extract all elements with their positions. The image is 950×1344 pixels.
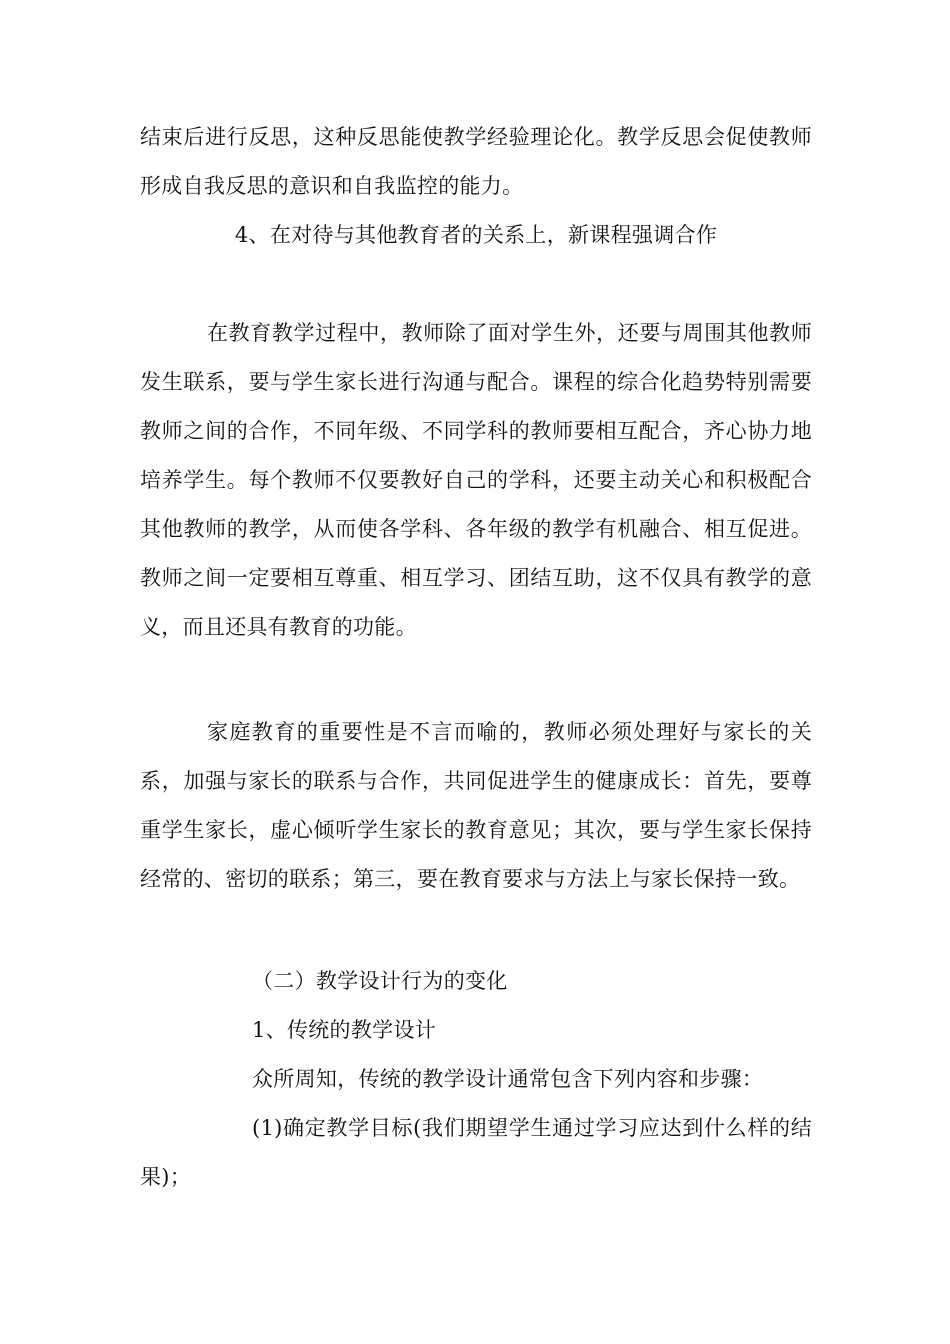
list-item-step-1: (1)确定教学目标(我们期望学生通过学习应达到什么样的结果)；: [140, 1116, 812, 1189]
paragraph-design-steps-intro: 众所周知，传统的教学设计通常包含下列内容和步骤：: [252, 1067, 764, 1091]
paragraph-reflection-continued: 结束后进行反思，这种反思能使教学经验理论化。教学反思会促使教师形成自我反思的意识和自我监控的能力。: [140, 125, 812, 198]
section-heading-design-change: （二）教学设计行为的变化: [252, 969, 508, 993]
paragraph-teacher-cooperation: 在教育教学过程中，教师除了面对学生外，还要与周围其他教师发生联系，要与学生家长进行沟通与配合。课程的综合化趋势特别需要教师之间的合作，不同年级、不同学科的教师要相互配合，齐心协力地培养学生。每个教师不仅要教好自己的学科，还要主动关心和积极配合其他教师的教学，从而使各学科、各年级的教学有机融合、相互促进。教师之间一定要相互尊重、相互学习、团结互助，这不仅具有教学的意义，而且还具有教育的功能。: [140, 321, 812, 639]
section-heading-cooperation: 4、在对待与其他教育者的关系上，新课程强调合作: [234, 223, 718, 247]
subheading-traditional-design: 1、传统的教学设计: [252, 1018, 437, 1042]
paragraph-family-education: 家庭教育的重要性是不言而喻的，教师必须处理好与家长的关系，加强与家长的联系与合作，共同促进学生的健康成长：首先，要尊重学生家长，虚心倾听学生家长的教育意见；其次，要与学生家长保持经常的、密切的联系；第三，要在教育要求与方法上与家长保持一致。: [140, 720, 812, 891]
